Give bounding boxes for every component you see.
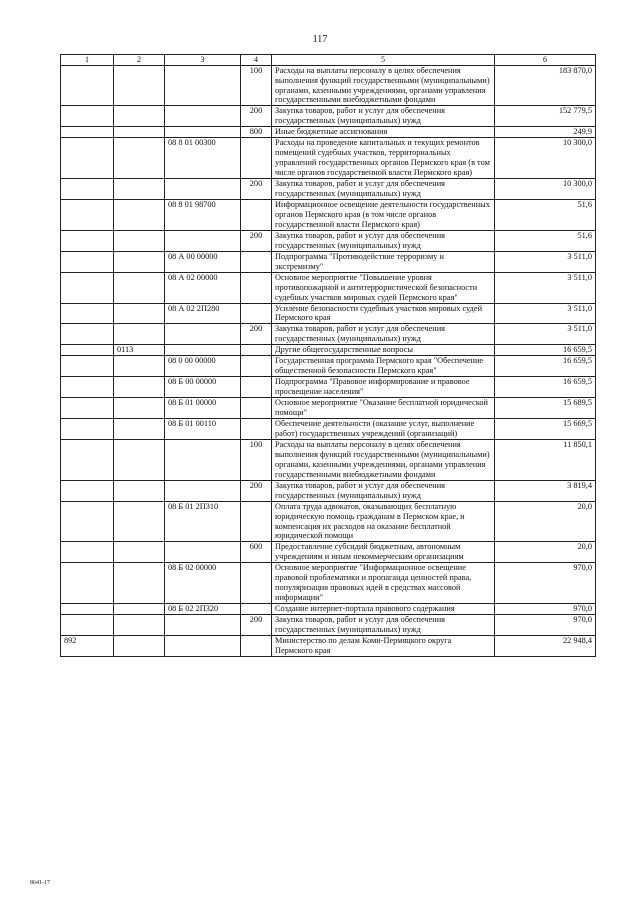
cell-department-code: [61, 65, 114, 106]
cell-amount: 3 511,0: [495, 251, 596, 272]
cell-amount: 3 511,0: [495, 272, 596, 303]
cell-expense-type: [241, 377, 272, 398]
page-number: 117: [312, 34, 328, 45]
cell-section-code: [114, 377, 165, 398]
cell-target-article: [165, 179, 241, 200]
cell-section-code: [114, 480, 165, 501]
cell-department-code: [61, 303, 114, 324]
cell-item-name: Оплата труда адвокатов, оказывающих бесплатную юридическую помощь гражданам в Пермском крае, и компенсация их расходов на оказание бесплатной юридической помощи: [272, 501, 495, 542]
cell-target-article: [165, 439, 241, 480]
cell-section-code: [114, 615, 165, 636]
cell-section-code: [114, 127, 165, 138]
cell-item-name: Иные бюджетные ассигнования: [272, 127, 495, 138]
header-col-5: 5: [272, 55, 495, 66]
cell-expense-type: [241, 501, 272, 542]
cell-item-name: Закупка товаров, работ и услуг для обеспечения государственных (муниципальных) нужд: [272, 179, 495, 200]
cell-item-name: Министерство по делам Коми-Пермяцкого округа Пермского края: [272, 636, 495, 657]
cell-department-code: [61, 138, 114, 179]
cell-expense-type: [241, 398, 272, 419]
table-row: [61, 636, 596, 657]
cell-section-code: [114, 138, 165, 179]
cell-expense-type: 200: [241, 615, 272, 636]
cell-expense-type: 200: [241, 480, 272, 501]
cell-target-article: 08 Б 01 2П310: [165, 501, 241, 542]
cell-department-code: [61, 230, 114, 251]
cell-target-article: [165, 324, 241, 345]
cell-amount: 51,6: [495, 230, 596, 251]
cell-section-code: [114, 230, 165, 251]
cell-amount: 970,0: [495, 604, 596, 615]
cell-target-article: [165, 65, 241, 106]
cell-section-code: [114, 251, 165, 272]
cell-department-code: [61, 604, 114, 615]
cell-department-code: [61, 377, 114, 398]
cell-item-name: Основное мероприятие "Оказание бесплатной юридической помощи": [272, 398, 495, 419]
cell-expense-type: [241, 272, 272, 303]
table-row: [61, 501, 596, 542]
cell-expense-type: [241, 356, 272, 377]
table-row: [61, 303, 596, 324]
cell-section-code: [114, 106, 165, 127]
table-row: [61, 480, 596, 501]
cell-section-code: [114, 542, 165, 563]
cell-target-article: [165, 230, 241, 251]
cell-item-name: Расходы на выплаты персоналу в целях обеспечения выполнения функций государственными (муниципальными) органами, казенными учреждениями, органами управления государственными внебюджетными фондами: [272, 439, 495, 480]
cell-item-name: Другие общегосударственные вопросы: [272, 345, 495, 356]
header-col-4: 4: [241, 55, 272, 66]
table-row: [61, 324, 596, 345]
table-row: [61, 356, 596, 377]
cell-department-code: 892: [61, 636, 114, 657]
table-row: [61, 138, 596, 179]
cell-amount: 970,0: [495, 615, 596, 636]
cell-target-article: [165, 542, 241, 563]
cell-department-code: [61, 480, 114, 501]
cell-item-name: Основное мероприятие "Информационное освещение правовой проблематики и пропаганда ценностей права, популяризация правовых идей в средствах массовой информации": [272, 563, 495, 604]
table-row: [61, 127, 596, 138]
cell-item-name: Закупка товаров, работ и услуг для обеспечения государственных (муниципальных) нужд: [272, 615, 495, 636]
cell-item-name: Обеспечение деятельности (оказание услуг, выполнение работ) государственных учреждений (организаций): [272, 419, 495, 440]
cell-expense-type: [241, 636, 272, 657]
cell-section-code: [114, 356, 165, 377]
budget-table: [60, 54, 596, 657]
cell-section-code: [114, 199, 165, 230]
cell-target-article: [165, 106, 241, 127]
cell-target-article: 08 Б 02 00000: [165, 563, 241, 604]
cell-department-code: [61, 127, 114, 138]
cell-amount: 3 819,4: [495, 480, 596, 501]
cell-expense-type: 800: [241, 127, 272, 138]
cell-amount: 22 948,4: [495, 636, 596, 657]
cell-item-name: Государственная программа Пермского края "Обеспечение общественной безопасности Пермского края": [272, 356, 495, 377]
cell-department-code: [61, 199, 114, 230]
table-row: [61, 563, 596, 604]
header-col-1: 1: [61, 55, 114, 66]
cell-expense-type: 200: [241, 179, 272, 200]
cell-amount: 15 689,5: [495, 398, 596, 419]
cell-amount: 183 870,0: [495, 65, 596, 106]
cell-section-code: [114, 439, 165, 480]
cell-target-article: 08 Б 00 00000: [165, 377, 241, 398]
table-row: [61, 377, 596, 398]
cell-amount: 16 659,5: [495, 356, 596, 377]
cell-item-name: Усиление безопасности судебных участков мировых судей Пермского края: [272, 303, 495, 324]
cell-target-article: [165, 345, 241, 356]
header-col-2: 2: [114, 55, 165, 66]
cell-amount: 3 511,0: [495, 324, 596, 345]
cell-expense-type: [241, 604, 272, 615]
cell-section-code: [114, 636, 165, 657]
cell-target-article: 08 Б 02 2П320: [165, 604, 241, 615]
cell-expense-type: 100: [241, 65, 272, 106]
table-row: [61, 398, 596, 419]
table-row: [61, 615, 596, 636]
cell-department-code: [61, 615, 114, 636]
table-row: [61, 439, 596, 480]
cell-target-article: [165, 480, 241, 501]
cell-department-code: [61, 439, 114, 480]
table-row: [61, 106, 596, 127]
cell-section-code: [114, 501, 165, 542]
header-col-3: 3: [165, 55, 241, 66]
cell-section-code: [114, 303, 165, 324]
cell-item-name: Основное мероприятие "Повышение уровня противопожарной и антитеррористической безопасности судебных участков мировых судей Пермского края": [272, 272, 495, 303]
cell-amount: 11 850,1: [495, 439, 596, 480]
cell-item-name: Закупка товаров, работ и услуг для обеспечения государственных (муниципальных) нужд: [272, 106, 495, 127]
cell-item-name: Подпрограмма "Правовое информирование и правовое просвещение населения": [272, 377, 495, 398]
cell-amount: 152 779,5: [495, 106, 596, 127]
cell-amount: 16 659,5: [495, 377, 596, 398]
cell-amount: 20,0: [495, 542, 596, 563]
cell-target-article: [165, 127, 241, 138]
cell-amount: 16 659,5: [495, 345, 596, 356]
footer-code: 8641-17: [30, 880, 50, 886]
cell-expense-type: [241, 251, 272, 272]
cell-amount: 15 669,5: [495, 419, 596, 440]
cell-section-code: [114, 398, 165, 419]
cell-item-name: Закупка товаров, работ и услуг для обеспечения государственных (муниципальных) нужд: [272, 480, 495, 501]
cell-item-name: Создание интернет-портала правового содержания: [272, 604, 495, 615]
table-row: [61, 230, 596, 251]
cell-amount: 10 300,0: [495, 179, 596, 200]
table-row: [61, 542, 596, 563]
cell-item-name: Информационное освещение деятельности государственных органов Пермского края (в том числе органов государственной власти Пермского края): [272, 199, 495, 230]
cell-target-article: 08 0 00 00000: [165, 356, 241, 377]
table-row: [61, 251, 596, 272]
table-header-row: [61, 55, 596, 66]
cell-department-code: [61, 251, 114, 272]
cell-expense-type: 200: [241, 324, 272, 345]
cell-item-name: Закупка товаров, работ и услуг для обеспечения государственных (муниципальных) нужд: [272, 230, 495, 251]
cell-department-code: [61, 345, 114, 356]
cell-amount: 3 511,0: [495, 303, 596, 324]
cell-department-code: [61, 324, 114, 345]
header-col-6: 6: [495, 55, 596, 66]
cell-item-name: Расходы на выплаты персоналу в целях обеспечения выполнения функций государственными (муниципальными) органами, казенными учреждениями, органами управления государственными внебюджетными фондами: [272, 65, 495, 106]
cell-target-article: [165, 636, 241, 657]
cell-section-code: [114, 324, 165, 345]
cell-expense-type: [241, 345, 272, 356]
cell-target-article: 08 8 01 98700: [165, 199, 241, 230]
cell-expense-type: 200: [241, 106, 272, 127]
cell-amount: 20,0: [495, 501, 596, 542]
cell-amount: 10 300,0: [495, 138, 596, 179]
cell-department-code: [61, 398, 114, 419]
cell-target-article: 08 А 00 00000: [165, 251, 241, 272]
cell-expense-type: [241, 138, 272, 179]
cell-item-name: Подпрограмма "Противодействие терроризму и экстремизму": [272, 251, 495, 272]
cell-amount: 51,6: [495, 199, 596, 230]
table-row: [61, 345, 596, 356]
table-row: [61, 65, 596, 106]
cell-target-article: 08 8 01 00300: [165, 138, 241, 179]
cell-item-name: Расходы на проведение капитальных и текущих ремонтов помещений судебных участков, территориальных управлений государственных органов Пермского края (в том числе органов государственной власти Пермского края): [272, 138, 495, 179]
cell-section-code: [114, 272, 165, 303]
cell-item-name: Закупка товаров, работ и услуг для обеспечения государственных (муниципальных) нужд: [272, 324, 495, 345]
cell-expense-type: 600: [241, 542, 272, 563]
table-row: [61, 199, 596, 230]
cell-expense-type: [241, 199, 272, 230]
cell-department-code: [61, 563, 114, 604]
cell-expense-type: 200: [241, 230, 272, 251]
cell-section-code: [114, 65, 165, 106]
table-row: [61, 419, 596, 440]
cell-department-code: [61, 501, 114, 542]
cell-expense-type: 100: [241, 439, 272, 480]
cell-section-code: [114, 604, 165, 615]
cell-section-code: [114, 419, 165, 440]
cell-expense-type: [241, 563, 272, 604]
cell-department-code: [61, 419, 114, 440]
cell-item-name: Предоставление субсидий бюджетным, автономным учреждениям и иным некоммерческим организациям: [272, 542, 495, 563]
cell-department-code: [61, 272, 114, 303]
cell-target-article: 08 Б 01 00000: [165, 398, 241, 419]
cell-department-code: [61, 106, 114, 127]
cell-target-article: 08 А 02 00000: [165, 272, 241, 303]
cell-expense-type: [241, 419, 272, 440]
table-row: [61, 604, 596, 615]
cell-department-code: [61, 542, 114, 563]
table-row: [61, 272, 596, 303]
cell-section-code: [114, 179, 165, 200]
cell-target-article: 08 А 02 2П280: [165, 303, 241, 324]
cell-amount: 970,0: [495, 563, 596, 604]
cell-department-code: [61, 356, 114, 377]
cell-amount: 249,9: [495, 127, 596, 138]
cell-expense-type: [241, 303, 272, 324]
table-row: [61, 179, 596, 200]
cell-department-code: [61, 179, 114, 200]
table-body: [61, 65, 596, 656]
cell-section-code: 0113: [114, 345, 165, 356]
cell-section-code: [114, 563, 165, 604]
cell-target-article: 08 Б 01 00110: [165, 419, 241, 440]
cell-target-article: [165, 615, 241, 636]
